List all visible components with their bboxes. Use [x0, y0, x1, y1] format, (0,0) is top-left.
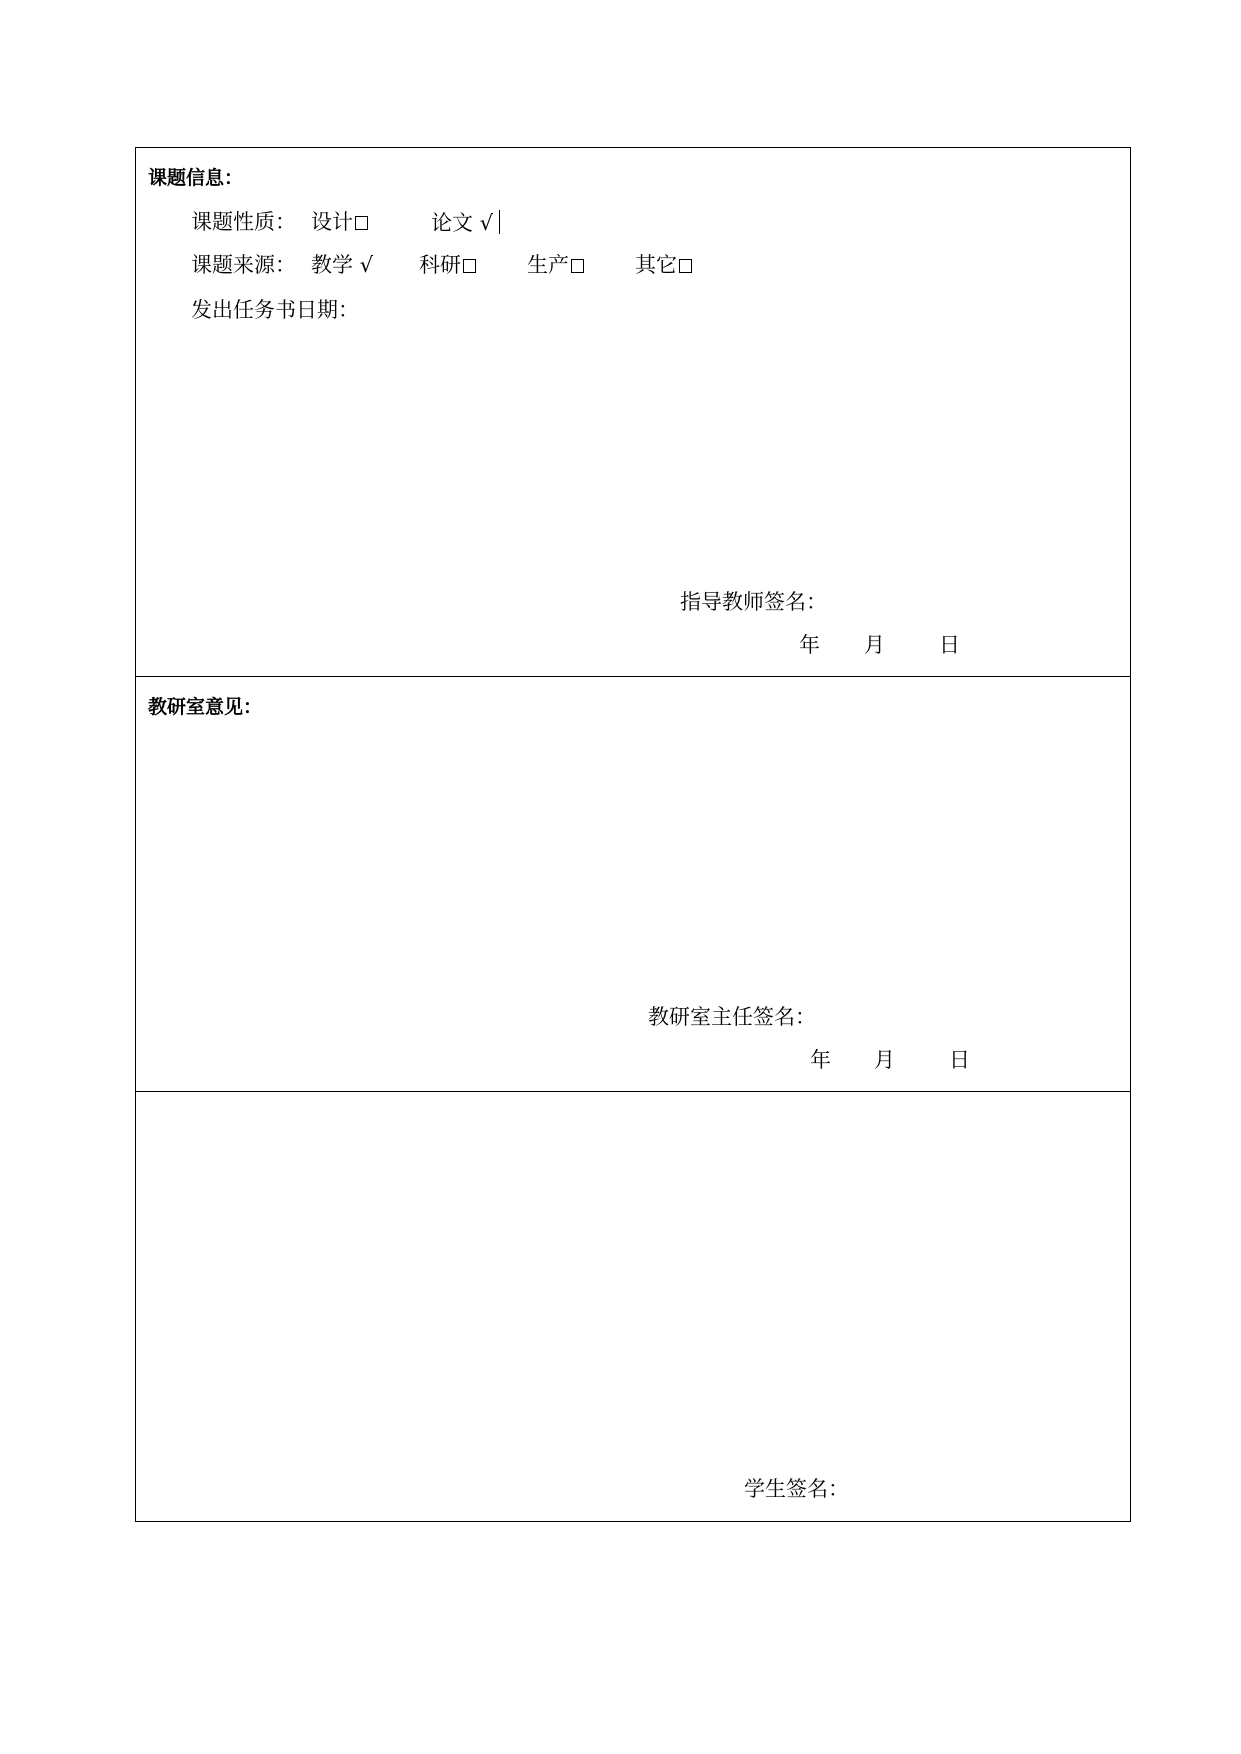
checkbox-empty-icon[interactable] [679, 259, 692, 273]
date-month-label: 月 [864, 633, 885, 657]
date-month-label: 月 [874, 1048, 895, 1072]
student-section [136, 1092, 1130, 1521]
checkmark-icon: √ [359, 253, 374, 277]
source-option-teaching[interactable]: 教学 √ [311, 253, 374, 277]
topic-info-section [136, 148, 1130, 677]
source-label: 课题来源： [191, 253, 296, 277]
issue-date-label: 发出任务书日期： [191, 298, 359, 322]
date-day-label: 日 [949, 1048, 970, 1072]
director-signature-label: 教研室主任签名： [648, 1005, 816, 1029]
form-table [135, 147, 1131, 1522]
nature-option-design[interactable]: 设计 [311, 210, 368, 234]
topic-info-heading: 课题信息： [148, 167, 244, 189]
date-year-label: 年 [799, 633, 820, 657]
checkmark-icon: √ [479, 211, 494, 235]
text-cursor [499, 210, 500, 234]
nature-option-thesis[interactable]: 论文 √ [431, 210, 500, 235]
source-option-production[interactable]: 生产 [527, 253, 584, 277]
department-opinion-heading: 教研室意见： [148, 696, 263, 718]
student-signature-label: 学生签名： [744, 1477, 849, 1501]
date-day-label: 日 [939, 633, 960, 657]
source-option-research[interactable]: 科研 [419, 253, 476, 277]
checkbox-empty-icon[interactable] [571, 259, 584, 273]
department-opinion-section [136, 677, 1130, 1092]
advisor-signature-label: 指导教师签名： [680, 590, 827, 614]
checkbox-empty-icon[interactable] [355, 216, 368, 230]
nature-label: 课题性质： [191, 210, 296, 234]
date-year-label: 年 [810, 1048, 831, 1072]
source-option-other[interactable]: 其它 [635, 253, 692, 277]
checkbox-empty-icon[interactable] [463, 259, 476, 273]
